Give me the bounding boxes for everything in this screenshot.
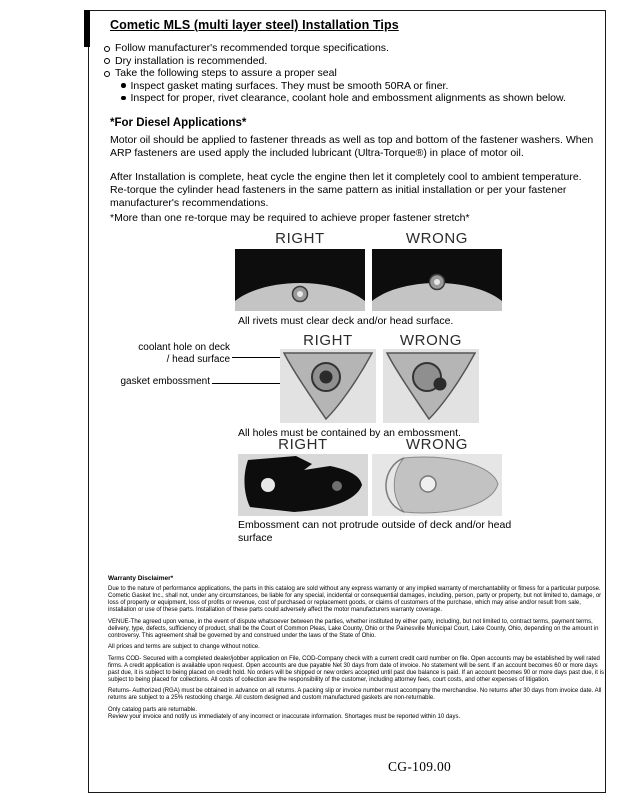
hollow-bullet-icon	[104, 71, 110, 77]
tip-text: Take the following steps to assure a proper seal	[115, 67, 337, 79]
diagram-rivet-right	[235, 249, 365, 311]
tip-text: Inspect for proper, rivet clearance, coolant hole and embossment alignments as shown below.	[130, 92, 566, 104]
wrong-label: WRONG	[405, 230, 469, 247]
protrusion-caption: Embossment can not protrude outside of deck and/or head surface	[238, 519, 512, 544]
list-item	[121, 92, 584, 105]
tips-list	[104, 42, 584, 105]
diesel-paragraph-1: Motor oil should be applied to fastener threads as well as top and bottom of the fastener washers. When ARP fasteners are used apply the included lubricant (Ultra-Torque®) in place of motor oil.	[110, 134, 594, 159]
gasket-embossment-label: gasket embossment	[120, 376, 210, 387]
right-label: RIGHT	[303, 332, 353, 349]
diagram-protrusion-right	[238, 454, 368, 516]
wrong-label: WRONG	[399, 332, 463, 349]
list-item	[104, 42, 584, 55]
disclaimer-paragraph: Terms COD- Secured with a completed dealer/jobber application on File, COD-Company check with a current credit card number on file. Open accounts may be established by well rated firms. A credit application is available upon request. Open accounts are due payable Net 30 days from date of invoice. No statement will be sent. If an account becomes 60 or more days past due, it is subject to being placed on credit hold. No orders will be shipped or new orders accepted until past due balance is paid. If an account becomes 90 or more days past due, it is subject to being placed for collections. All costs of collection are the responsibility of the customer, including attorney fees, court costs, and other expenses of litigation.	[108, 655, 604, 683]
list-item	[121, 80, 584, 93]
page-number: CG-109.00	[388, 759, 452, 774]
retorque-note: *More than one re-torque may be required to achieve proper fastener stretch*	[110, 212, 470, 224]
coolant-hole-label: coolant hole on deck / head surface	[138, 342, 230, 365]
diagram-embossment-right	[280, 349, 376, 423]
diesel-applications-heading: *For Diesel Applications*	[110, 117, 247, 129]
disclaimer-paragraph: Only catalog parts are returnable.	[108, 706, 198, 713]
right-label: RIGHT	[278, 436, 328, 453]
rivet-caption: All rivets must clear deck and/or head surface.	[238, 315, 454, 327]
wrong-label: WRONG	[405, 436, 469, 453]
hollow-bullet-icon	[104, 58, 110, 64]
warranty-disclaimer	[108, 575, 605, 722]
disclaimer-paragraph: All prices and terms are subject to change without notice.	[108, 644, 260, 650]
filled-bullet-icon	[121, 83, 126, 88]
disclaimer-paragraph: Review your invoice and notify us immediately of any incorrect or inaccurate information. Shortages must be reported within 10 days.	[108, 714, 461, 720]
right-label: RIGHT	[275, 230, 325, 247]
tip-text: Inspect gasket mating surfaces. They must be smooth 50RA or finer.	[130, 79, 449, 92]
filled-bullet-icon	[121, 96, 126, 101]
disclaimer-paragraph: Returns- Authorized (RGA) must be obtained in advance on all returns. A packing slip or invoice number must accompany the merchandise. No returns after 30 days from invoice date. All returns are subject to a 25% restocking charge. All custom designed and custom manufactured gaskets are non-returnable.	[108, 688, 602, 701]
embossment-caption: All holes must be contained by an embossment.	[238, 427, 461, 439]
disclaimer-paragraph: Due to the nature of performance applications, the parts in this catalog are sold without any express warranty or any implied warranty of merchantability or fitness for a particular purpose. Cometic Gasket Inc., shall not, under any circumstances, be liable for any special, incidental or consequential damages, including, person, party or property, but not limited to, damage, or loss of property or equipment, loss of profits or revenue, cost of purchased or replacement goods, or claims of customers of the purchase, which may arise and/or result from sale, installation or use of these parts. Installation of these parts could adversely affect the motor manufacturers warranty coverage.	[108, 586, 602, 613]
disclaimer-heading: Warranty Disclaimer*	[108, 575, 174, 582]
tip-text: Dry installation is recommended.	[115, 54, 268, 67]
diagram-rivet-wrong	[372, 249, 502, 311]
hollow-bullet-icon	[104, 46, 110, 52]
diesel-paragraph-2: After Installation is complete, heat cycle the engine then let it completely cool to ambient temperature. Re-torque the cylinder head fasteners in the same pattern as initial installation or per your fastener manufacturer's recommendations.	[110, 171, 582, 209]
list-item	[104, 55, 584, 68]
list-item	[104, 67, 584, 80]
page-title: Cometic MLS (multi layer steel) Installation Tips	[110, 18, 399, 32]
tip-text: Follow manufacturer's recommended torque specifications.	[115, 42, 389, 54]
disclaimer-paragraph: VENUE-The agreed upon venue, in the event of dispute whatsoever between the parties, whether instituted by either party, including, but not limited to, contract terms, payment terms, delivery, type, defects, sufficiency of product, shall be the Court of Common Pleas, Lake County, Ohio or the Painesville Municipal Court, Lake County, Ohio, depending on the amount in controversy. This agreement shall be governed by and construed under the laws of the State of Ohio.	[108, 618, 599, 639]
diagram-protrusion-wrong	[372, 454, 502, 516]
binding-mark	[84, 10, 90, 47]
diagram-embossment-wrong	[383, 349, 479, 423]
